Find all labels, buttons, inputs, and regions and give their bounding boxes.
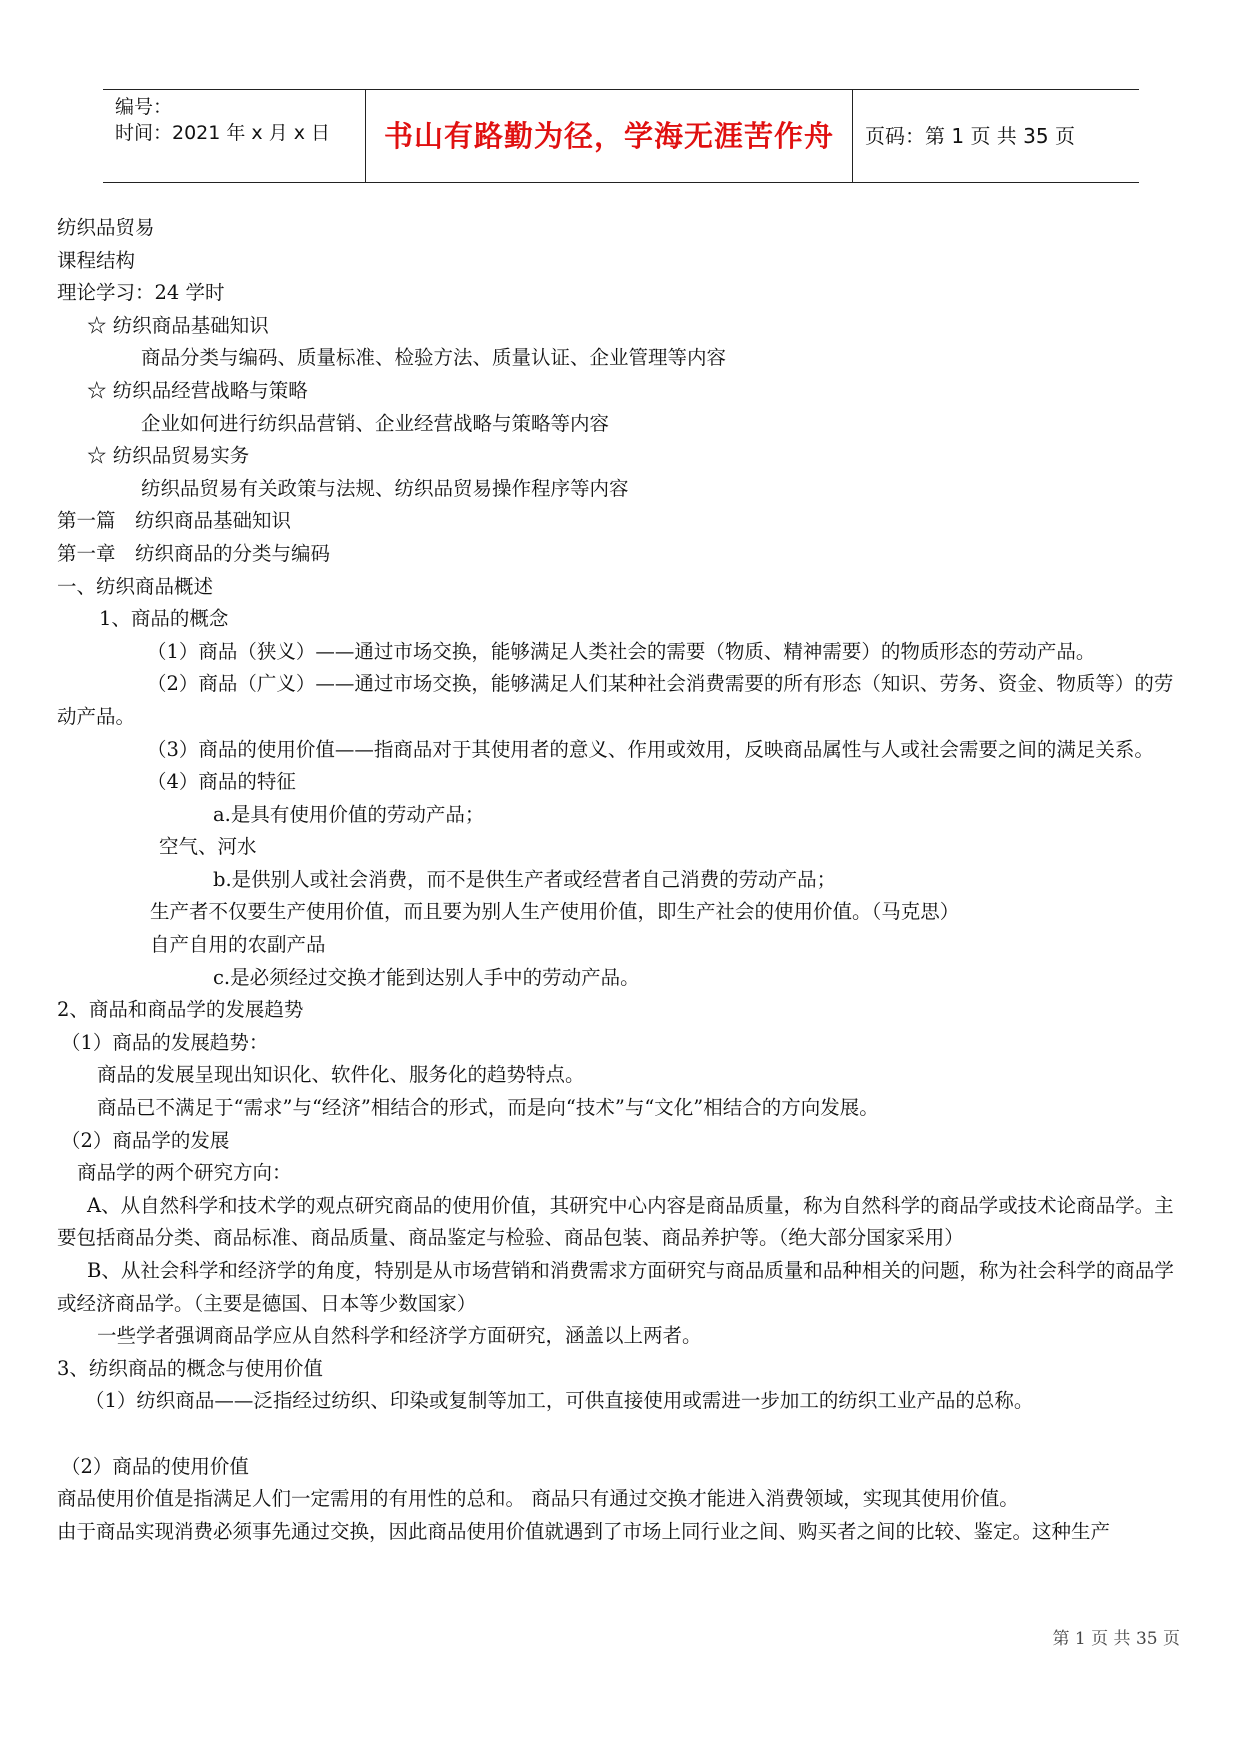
paragraph: A、从自然科学和技术学的观点研究商品的使用价值，其研究中心内容是商品质量，称为自然科学的商品学或技术论商品学。主要包括商品分类、商品标准、商品质量、商品鉴定与检验、商品包装、商品养护等。（绝大部分国家采用） <box>57 1193 1174 1250</box>
section-heading: 一、纺织商品概述 <box>57 574 214 598</box>
page-code: 页码：第 1 页 共 35 页 <box>865 124 1075 148</box>
text-line: 商品分类与编码、质量标准、检验方法、质量认证、企业管理等内容 <box>141 346 727 370</box>
part-heading: 第一篇 纺织商品基础知识 <box>57 509 292 533</box>
number-label: 编号： <box>115 96 173 118</box>
text-line: （4）商品的特征 <box>147 770 296 794</box>
page-footer: 第 1 页 共 35 页 <box>1052 1629 1180 1649</box>
text-line: （1）商品（狭义）——通过市场交换，能够满足人类社会的需要（物质、精神需要）的物质形态的劳动产品。 <box>147 639 1096 663</box>
text-line: 空气、河水 <box>159 835 257 859</box>
section-heading: 2、商品和商品学的发展趋势 <box>57 998 304 1022</box>
paragraph: （2）商品（广义）——通过市场交换，能够满足人们某种社会消费需要的所有形态（知识、劳务、资金、物质等）的劳动产品。 <box>57 672 1174 728</box>
doc-title: 纺织品贸易 <box>57 216 155 239</box>
paragraph: B、从社会科学和经济学的角度，特别是从市场营销和消费需求方面研究与商品质量和品种相关的问题，称为社会科学的商品学或经济商品学。（主要是德国、日本等少数国家） <box>57 1259 1174 1315</box>
text-line: b.是供别人或社会消费，而不是供生产者或经营者自己消费的劳动产品； <box>213 867 837 891</box>
text-line: 企业如何进行纺织品营销、企业经营战略与策略等内容 <box>141 411 610 435</box>
text-line: c.是必须经过交换才能到达别人手中的劳动产品。 <box>213 965 640 989</box>
time-label: 时间：2021 年 x 月 x 日 <box>115 122 331 144</box>
document-body <box>57 212 1187 1548</box>
text-line: 自产自用的农副产品 <box>150 933 326 957</box>
text-line: 商品使用价值是指满足人们一定需用的有用性的总和。 商品只有通过交换才能进入消费领域，实现其使用价值。 <box>57 1487 1019 1511</box>
text-line: 生产者不仅要生产使用价值，而且要为别人生产使用价值，即生产社会的使用价值。（马克思） <box>150 900 960 924</box>
header-page-cell <box>853 90 1139 182</box>
text-line: 商品学的两个研究方向： <box>77 1161 292 1185</box>
text-line: 商品的发展呈现出知识化、软件化、服务化的趋势特点。 <box>97 1063 585 1087</box>
star-item: ☆ 纺织商品基础知识 <box>87 313 269 337</box>
blank-line <box>57 1418 1187 1451</box>
text-line: 由于商品实现消费必须事先通过交换，因此商品使用价值就遇到了市场上同行业之间、购买者之间的比较、鉴定。这种生产 <box>57 1519 1111 1543</box>
header-motto-cell <box>365 90 853 182</box>
text-line: 商品已不满足于“需求”与“经济”相结合的形式，而是向“技术”与“文化”相结合的方向发展。 <box>97 1096 879 1120</box>
text-line: 纺织品贸易有关政策与法规、纺织品贸易操作程序等内容 <box>141 476 629 500</box>
subsection-heading: 1、商品的概念 <box>99 607 229 631</box>
header-table <box>103 89 1139 183</box>
header-info-cell <box>103 90 365 182</box>
section-heading: 课程结构 <box>57 248 136 272</box>
text-line: （1）纺织商品——泛指经过纺织、印染或复制等加工，可供直接使用或需进一步加工的纺织工业产品的总称。 <box>85 1389 1034 1413</box>
text-line: a.是具有使用价值的劳动产品； <box>213 802 485 826</box>
section-heading: 3、纺织商品的概念与使用价值 <box>57 1356 323 1380</box>
subsection-heading: （1）商品的发展趋势： <box>61 1030 269 1054</box>
paragraph: （3）商品的使用价值——指商品对于其使用者的意义、作用或效用，反映商品属性与人或社会需要之间的满足关系。 <box>147 737 1154 761</box>
text-line: 理论学习：24 学时 <box>57 281 225 305</box>
star-item: ☆ 纺织品贸易实务 <box>87 444 250 468</box>
subsection-heading: （2）商品学的发展 <box>61 1128 230 1152</box>
chapter-heading: 第一章 纺织商品的分类与编码 <box>57 541 331 565</box>
motto: 书山有路勤为径，学海无涯苦作舟 <box>383 119 834 153</box>
star-item: ☆ 纺织品经营战略与策略 <box>87 378 308 402</box>
text-line: 一些学者强调商品学应从自然科学和经济学方面研究，涵盖以上两者。 <box>97 1324 702 1348</box>
subsection-heading: （2）商品的使用价值 <box>61 1454 249 1478</box>
